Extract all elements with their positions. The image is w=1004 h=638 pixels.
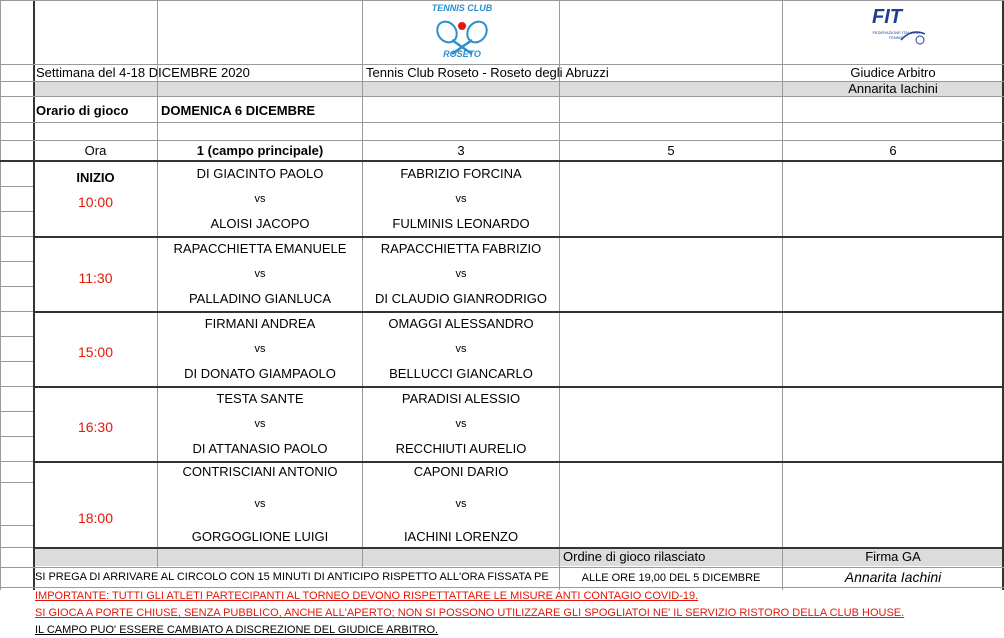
grid-h-5 bbox=[0, 140, 1004, 141]
grid-h-4 bbox=[0, 122, 1004, 123]
note-closed-doors: SI GIOCA A PORTE CHIUSE, SENZA PUBBLICO, ANCHE ALL'APERTO; NON SI POSSONO UTILIZZARE GLI SPOGLIATOI NE' IL SERVIZIO RISTORO DELLA CLUB HOUSE. bbox=[35, 607, 905, 619]
left-tick bbox=[0, 436, 33, 437]
left-tick bbox=[0, 461, 33, 462]
grid-h-6 bbox=[0, 160, 1004, 162]
court3-player-b: DI CLAUDIO GIANRODRIGO bbox=[375, 291, 547, 306]
col-court6: 6 bbox=[889, 143, 897, 158]
court1-player-b: ALOISI JACOPO bbox=[210, 216, 310, 231]
left-tick bbox=[0, 386, 33, 387]
slot-time: 15:00 bbox=[77, 344, 114, 360]
court1-vs: vs bbox=[254, 193, 266, 205]
note-court-change: IL CAMPO PUO' ESSERE CAMBIATO A DISCREZIONE DEL GIUDICE ARBITRO. bbox=[35, 624, 439, 636]
court3-vs: vs bbox=[455, 193, 467, 205]
court1-player-a: TESTA SANTE bbox=[216, 391, 304, 406]
left-tick bbox=[0, 236, 33, 237]
court1-player-a: FIRMANI ANDREA bbox=[204, 316, 316, 331]
fit-swoosh-icon bbox=[900, 26, 926, 46]
court3-player-a: PARADISI ALESSIO bbox=[401, 391, 521, 406]
signature: Annarita Iachini bbox=[844, 569, 942, 585]
slot-time: 16:30 bbox=[77, 419, 114, 435]
slot-time: 11:30 bbox=[78, 270, 113, 286]
left-tick bbox=[0, 482, 33, 483]
court3-vs: vs bbox=[455, 343, 467, 355]
left-tick bbox=[0, 261, 33, 262]
court1-player-a: DI GIACINTO PAOLO bbox=[196, 166, 324, 181]
court3-vs: vs bbox=[455, 498, 467, 510]
court3-player-a: FABRIZIO FORCINA bbox=[400, 166, 522, 181]
court3-player-b: IACHINI LORENZO bbox=[403, 529, 519, 544]
grid-h-8 bbox=[33, 311, 1004, 313]
release-time: ALLE ORE 19,00 DEL 5 DICEMBRE bbox=[581, 572, 761, 584]
court3-player-b: FULMINIS LEONARDO bbox=[392, 216, 530, 231]
court3-player-a: OMAGGI ALESSANDRO bbox=[388, 316, 534, 331]
court3-player-a: RAPACCHIETTA FABRIZIO bbox=[380, 241, 542, 256]
court1-vs: vs bbox=[254, 418, 266, 430]
court3-player-b: RECCHIUTI AURELIO bbox=[395, 441, 527, 456]
judge-name: Annarita Iachini bbox=[848, 81, 938, 96]
court3-vs: vs bbox=[455, 418, 467, 430]
grid-h-9 bbox=[33, 386, 1004, 388]
grid-h-12 bbox=[0, 567, 1004, 568]
court1-player-b: DI DONATO GIAMPAOLO bbox=[184, 366, 336, 381]
day-label: DOMENICA 6 DICEMBRE bbox=[161, 103, 316, 118]
left-tick bbox=[0, 211, 33, 212]
col-court5: 5 bbox=[667, 143, 675, 158]
grid-v-d bbox=[559, 0, 560, 590]
club-logo-top: TENNIS CLUB bbox=[431, 3, 493, 13]
note-covid: IMPORTANTE: TUTTI GLI ATLETI PARTECIPANTI AL TORNEO DEVONO RISPETTATTARE LE MISURE ANTI CONTAGIO COVID-19. bbox=[35, 590, 699, 602]
grid-v-left bbox=[0, 0, 1, 590]
court3-vs: vs bbox=[455, 268, 467, 280]
court1-player-b: GORGOGLIONE LUIGI bbox=[191, 529, 329, 544]
grid-v-c bbox=[362, 0, 363, 567]
left-tick bbox=[0, 361, 33, 362]
grid-v-a bbox=[33, 0, 35, 590]
schedule-label: Orario di gioco bbox=[36, 103, 129, 118]
club-logo-bottom: ROSETO bbox=[443, 49, 481, 59]
club-name: Tennis Club Roseto - Roseto degli Abruzzi bbox=[366, 65, 609, 80]
left-tick bbox=[0, 547, 33, 548]
judge-label: Giudice Arbitro bbox=[850, 65, 936, 80]
fit-logo-text: FIT bbox=[872, 6, 902, 28]
left-tick bbox=[0, 311, 33, 312]
court1-player-a: RAPACCHIETTA EMANUELE bbox=[173, 241, 347, 256]
court1-vs: vs bbox=[254, 343, 266, 355]
left-tick bbox=[0, 411, 33, 412]
fit-logo bbox=[862, 6, 932, 50]
fit-logo-sub: FEDERAZIONE ITALIANA TENNIS bbox=[872, 30, 920, 40]
grid-v-b2 bbox=[157, 547, 158, 567]
court1-player-a: CONTRISCIANI ANTONIO bbox=[182, 464, 338, 479]
slot-time: 18:00 bbox=[77, 510, 114, 526]
club-logo bbox=[412, 2, 512, 62]
grid-h-13 bbox=[0, 587, 1004, 588]
grey-row-b bbox=[34, 547, 561, 566]
col-court1: 1 (campo principale) bbox=[196, 143, 324, 158]
start-label: INIZIO bbox=[76, 170, 115, 185]
col-court3: 3 bbox=[457, 143, 465, 158]
left-tick bbox=[0, 525, 33, 526]
court1-player-b: PALLADINO GIANLUCA bbox=[188, 291, 332, 306]
left-tick bbox=[0, 186, 33, 187]
order-label: Ordine di gioco rilasciato bbox=[563, 549, 706, 564]
grid-h-10 bbox=[33, 461, 1004, 463]
arrive-note: SI PREGA DI ARRIVARE AL CIRCOLO CON 15 MINUTI DI ANTICIPO RISPETTO ALL'ORA FISSATA PE bbox=[35, 571, 549, 583]
grid-h-7 bbox=[33, 236, 1004, 238]
slot-time: 10:00 bbox=[77, 194, 114, 210]
court1-vs: vs bbox=[254, 268, 266, 280]
col-time: Ora bbox=[84, 143, 107, 158]
court1-player-b: DI ATTANASIO PAOLO bbox=[192, 441, 328, 456]
court3-player-b: BELLUCCI GIANCARLO bbox=[389, 366, 533, 381]
week-label: Settimana del 4-18 DICEMBRE 2020 bbox=[36, 65, 250, 80]
court3-player-a: CAPONI DARIO bbox=[413, 464, 509, 479]
court1-vs: vs bbox=[254, 498, 266, 510]
left-tick bbox=[0, 336, 33, 337]
left-tick bbox=[0, 286, 33, 287]
sign-label: Firma GA bbox=[865, 549, 921, 564]
